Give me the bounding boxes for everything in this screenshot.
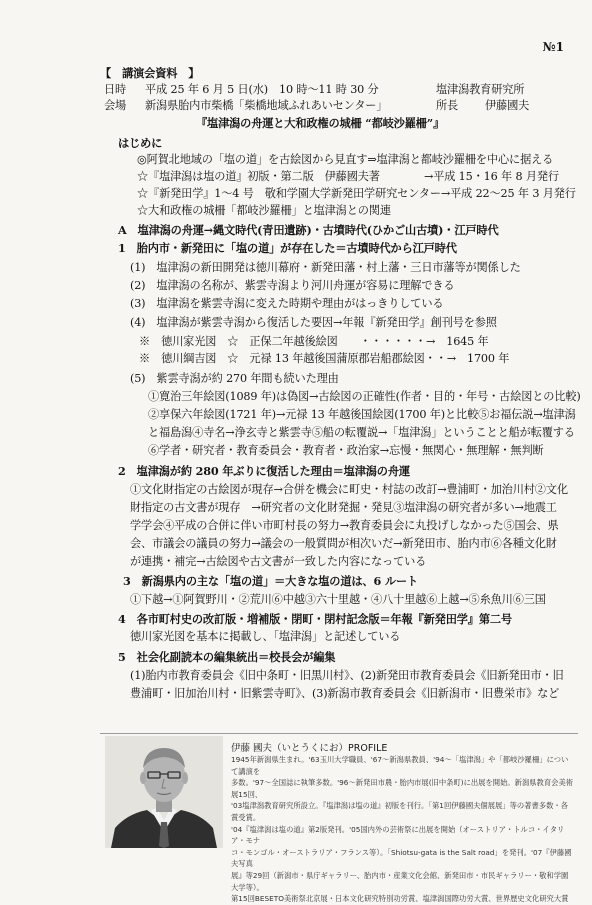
page-number: №1 <box>542 40 564 54</box>
profile-line: 展』等29回（新潟市・県庁ギャラリー、胎内市・産業文化会館、新発田市・市民ギャラリー・敬和学園大学等）。 <box>231 870 569 892</box>
subsection-1-item: (1) 塩津潟の新田開発は徳川幕府・新発田藩・村上藩・三日市藩等が関係した <box>130 261 521 274</box>
subsection-5-heading: 5 社会化副読本の編集統出＝校長会が編集 <box>118 650 336 664</box>
profile-line: 1945年新潟県生まれ。'63玉川大学職員、'67～新潟県教員、'94～「塩津潟」や「都岐沙羅柵」について講演を <box>231 755 569 776</box>
profile-line: コ・モンゴル・オーストラリア・フランス等）。「Shiotsu-gata is the Salt road」を発刊。'07『伊藤國夫写真 <box>231 847 572 869</box>
subsection-2-line: が連携・補完→古絵図や古文書が一致した内容になっている <box>130 555 427 568</box>
reason-line: ⑥学者・研究者・教育委員会・教育者・政治家→忘慢・無関心・無理解・無判断 <box>148 444 544 457</box>
author-photo <box>105 736 223 848</box>
subsection-5-line: (1)胎内市教育委員会《旧中条町・旧黒川村》、(2)新発田市教育委員会《旧新発田市・旧 <box>130 669 564 682</box>
venue-value: 新潟県胎内市柴橋「柴橋地域ふれあいセンター」 <box>145 99 388 112</box>
director-name: 伊藤國夫 <box>485 99 530 112</box>
map-reference: ※ 徳川家光図 ☆ 正保二年越後絵図 ・・・・・・→ 1645 年 <box>139 335 489 348</box>
subsection-2-line: 財指定の古文書が現存 →研究者の文化財発掘・発見③塩津潟の研究者が多い→地震工 <box>130 501 557 514</box>
organization-name: 塩津潟教育研究所 <box>436 83 525 96</box>
subsection-5-line: 豊浦町・旧加治川村・旧紫雲寺町》、(3)新潟市教育委員会《旧新潟市・旧豊栄市》など <box>130 687 560 700</box>
venue-label: 会場 <box>104 99 127 112</box>
subsection-2-heading: 2 塩津潟が約 280 年ぶりに復活した理由＝塩津潟の舟運 <box>118 464 410 478</box>
doc-type-label: 【 講演会資料 】 <box>100 66 200 80</box>
intro-item: ◎阿賀北地域の「塩の道」を古絵図から見直す⇒塩津潟と都岐沙羅柵を中心に据える <box>137 153 554 166</box>
reason-line: と福島潟④寺名→浄玄寺と紫雲寺⑤船の転覆説→「塩津潟」ということと船が転覆する <box>148 426 575 439</box>
subsection-1-item: (2) 塩津潟の名称が、紫雲寺潟より河川舟運が容易に理解できる <box>130 279 455 292</box>
lecture-title: 『塩津潟の舟運と大和政権の城柵 “都岐沙羅柵”』 <box>196 116 445 130</box>
date-value: 平成 25 年 6 月 5 日(水) 10 時～11 時 30 分 <box>145 83 379 96</box>
profile-line: '04『塩津潟は塩の道』第2版発刊。'05国内外の芸術祭に出展を開始（オーストリア・トルコ・イタリア・モナ <box>231 824 565 846</box>
subsection-2-line: ①文化財指定の古絵図が現存→合併を機会に町史・村誌の改訂→豊浦町・加治川村②文化 <box>130 483 568 496</box>
subsection-1-item: (3) 塩津潟を紫雲寺潟に変えた時期や理由がはっきりしている <box>130 297 444 310</box>
subsection-1-item: (4) 塩津潟が紫雲寺潟から復活した要因→年報『新発田学』創刊号を参照 <box>130 316 497 329</box>
reason-line: ①寛治三年絵図(1089 年)は偽図→古絵図の正確性(作者・目的・年号・古絵図との比較) <box>148 390 581 403</box>
profile-title: 伊藤 國夫（いとうくにお）PROFILE <box>231 743 388 754</box>
map-reference: ※ 徳川綱吉図 ☆ 元禄 13 年越後国蒲原郡岩船郡絵図・・→ 1700 年 <box>139 352 510 365</box>
reason-line: ②享保六年絵図(1721 年)→元禄 13 年越後国絵図(1700 年)と比較⑤お福伝説→塩津潟 <box>148 408 576 421</box>
salt-routes: ①下越→①阿賀野川・②荒川⑥中越③六十里越・④八十里越⑥上越→⑤糸魚川⑥三国 <box>130 593 546 606</box>
subsection-2-line: 学学会④平成の合併に伴い市町村長の努力→教育委員会に丸投げしなかった⑤国会、県 <box>130 519 559 532</box>
profile-text <box>231 754 575 905</box>
section-a-heading: A 塩津潟の舟運→縄文時代(青田遺跡)・古墳時代(ひかご山古墳)・江戸時代 <box>118 223 499 237</box>
subsection-3-heading: 3 新潟県内の主な「塩の道」＝大きな塩の道は、6 ルート <box>123 574 418 588</box>
intro-item: ☆『新発田学』1～4 号 敬和学園大学新発田学研究センター→平成 22～25 年 3 月発行 <box>137 187 576 200</box>
profile-divider <box>100 733 578 734</box>
subsection-4-heading: 4 各市町村史の改訂版・増補版・閉町・閉村記念版＝年報『新発田学』第二号 <box>118 612 512 626</box>
portrait-image <box>105 736 223 848</box>
intro-heading: はじめに <box>118 136 163 150</box>
profile-line: 第15回BESETO美術祭北京展・日本文化研究特別功労賞、塩津潟国際功労大賞、世界歴史文化研究大賞 <box>231 894 569 904</box>
intro-item: ☆大和政権の城柵「都岐沙羅柵」と塩津潟との関連 <box>137 204 391 217</box>
subsection-4-line: 徳川家光図を基本に掲載し、「塩津潟」と記述している <box>130 630 401 643</box>
date-label: 日時 <box>104 83 127 96</box>
subsection-2-line: 会、市議会の議員の努力→議会の一般質問が相次いだ→新発田市、胎内市⑥各種文化財 <box>130 537 557 550</box>
profile-line: '03塩津潟教育研究所設立。『塩津潟は塩の道』初版を刊行。「第1回伊藤國夫個展展」等の著書多数・各賞受賞。 <box>231 801 568 822</box>
director-title: 所長 <box>436 99 459 112</box>
subsection-1-heading: 1 胎内市・新発田に「塩の道」が存在した＝古墳時代から江戸時代 <box>118 241 457 255</box>
intro-item: ☆『塩津潟は塩の道』初版・第二版 伊藤國夫著 →平成 15・16 年 8 月発行 <box>137 170 559 183</box>
profile-line: 多数。'97～全国誌に執筆多数。'96～新発田市農・胎内市展(旧中条町)に出展を開始。新潟県教育会美術展15回、 <box>231 778 574 799</box>
subsection-1-item: (5) 紫雲寺潟が約 270 年間も続いた理由 <box>130 372 339 385</box>
